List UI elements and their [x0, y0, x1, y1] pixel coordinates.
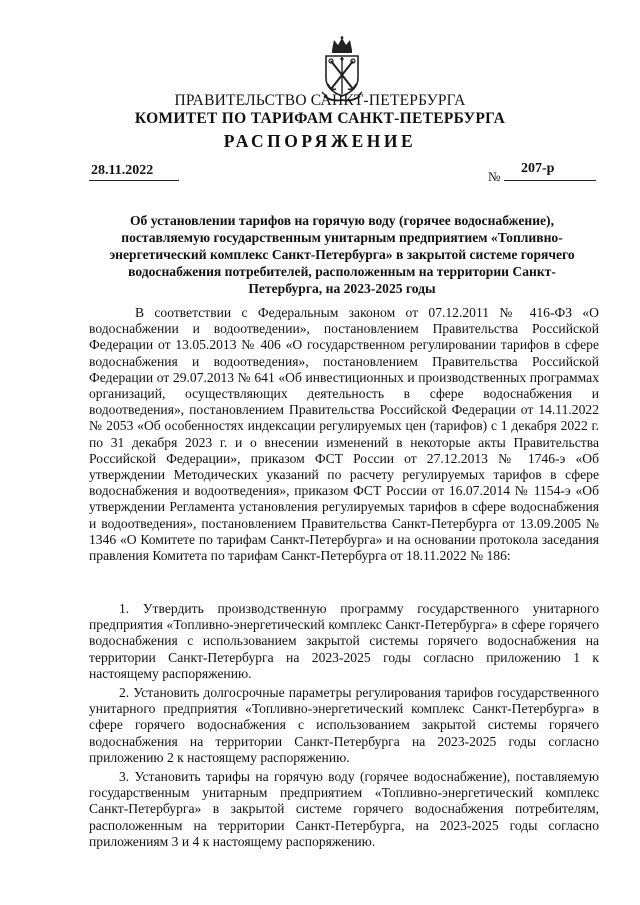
- government-name: ПРАВИТЕЛЬСТВО САНКТ-ПЕТЕРБУРГА: [174, 92, 466, 109]
- document-date: 28.11.2022: [91, 163, 154, 178]
- resolution-item-3: 3. Установить тарифы на горячую воду (горячее водоснабжение), поставляемую государственным унитарным предприятием «Топливно-энергетический комплекс Санкт-Петербурга» в закрытой системе горячего водоснабжения потребителям, расположенным на территории Санкт-Петербурга, на 2023-2025 годы согласно приложениям 3 и 4 к настоящему распоряжению.: [89, 769, 599, 849]
- number-sign: №: [488, 169, 501, 184]
- document-number: 207-р: [521, 161, 555, 176]
- document-type: РАСПОРЯЖЕНИЕ: [223, 131, 417, 151]
- number-underline: [504, 180, 596, 181]
- date-underline: [89, 180, 179, 181]
- committee-name: КОМИТЕТ ПО ТАРИФАМ САНКТ-ПЕТЕРБУРГА: [134, 110, 506, 127]
- resolution-item-2: 2. Установить долгосрочные параметры регулирования тарифов государственного унитарного предприятия «Топливно-энергетический комплекс Санкт-Петербурга» в сфере горячего водоснабжения с использованием закрытой системы горячего водоснабжения на территории Санкт-Петербурга на 2023-2025 годы согласно приложению 2 к настоящему распоряжению.: [89, 685, 599, 765]
- preamble-paragraph: В соответствии с Федеральным законом от 07.12.2011 № 416-ФЗ «О водоснабжении и водоотведении», постановлением Правительства Российской Федерации от 13.05.2013 № 406 «О государственном регулировании тарифов в сфере водоснабжения и водоотведения», постановлением Правительства Российской Федерации от 29.07.2013 № 641 «Об инвестиционных и производственных программах организаций, осуществляющих деятельность в сфере водоснабжения и водоотведения», постановлением Правительства Российской Федерации от 14.11.2022 № 2053 «Об особенностях индексации регулируемых цен (тарифов) с 1 декабря 2022 г. по 31 декабря 2023 г. и о внесении изменений в некоторые акты Правительства Российской Федерации», приказом ФСТ России от 27.12.2013 № 1746-э «Об утверждении Методических указаний по расчету регулируемых тарифов в сфере водоснабжения и водоотведения», приказом ФСТ России от 16.07.2014 № 1154-э «Об утверждении Регламента установления регулируемых тарифов в сфере водоснабжения и водоотведения», постановлением Правительства Санкт-Петербурга от 13.09.2005 № 1346 «О Комитете по тарифам Санкт-Петербурга» и на основании протокола заседания правления Комитета по тарифам Санкт-Петербурга от 18.11.2022 № 186:: [89, 305, 599, 564]
- resolution-items: [89, 601, 599, 853]
- document-title: Об установлении тарифов на горячую воду (горячее водоснабжение), поставляемую государственным унитарным предприятием «Топливно-энергетический комплекс Санкт-Петербурга» в закрытой системе горячего водоснабжения потребителей, расположенным на территории Санкт-Петербурга, на 2023-2025 годы: [109, 213, 575, 296]
- resolution-item-1: 1. Утвердить производственную программу государственного унитарного предприятия «Топливно-энергетический комплекс Санкт-Петербурга» в сфере горячего водоснабжения с использованием закрытой системы горячего водоснабжения на территории Санкт-Петербурга на 2023-2025 годы согласно приложению 1 к настоящему распоряжению.: [89, 601, 599, 681]
